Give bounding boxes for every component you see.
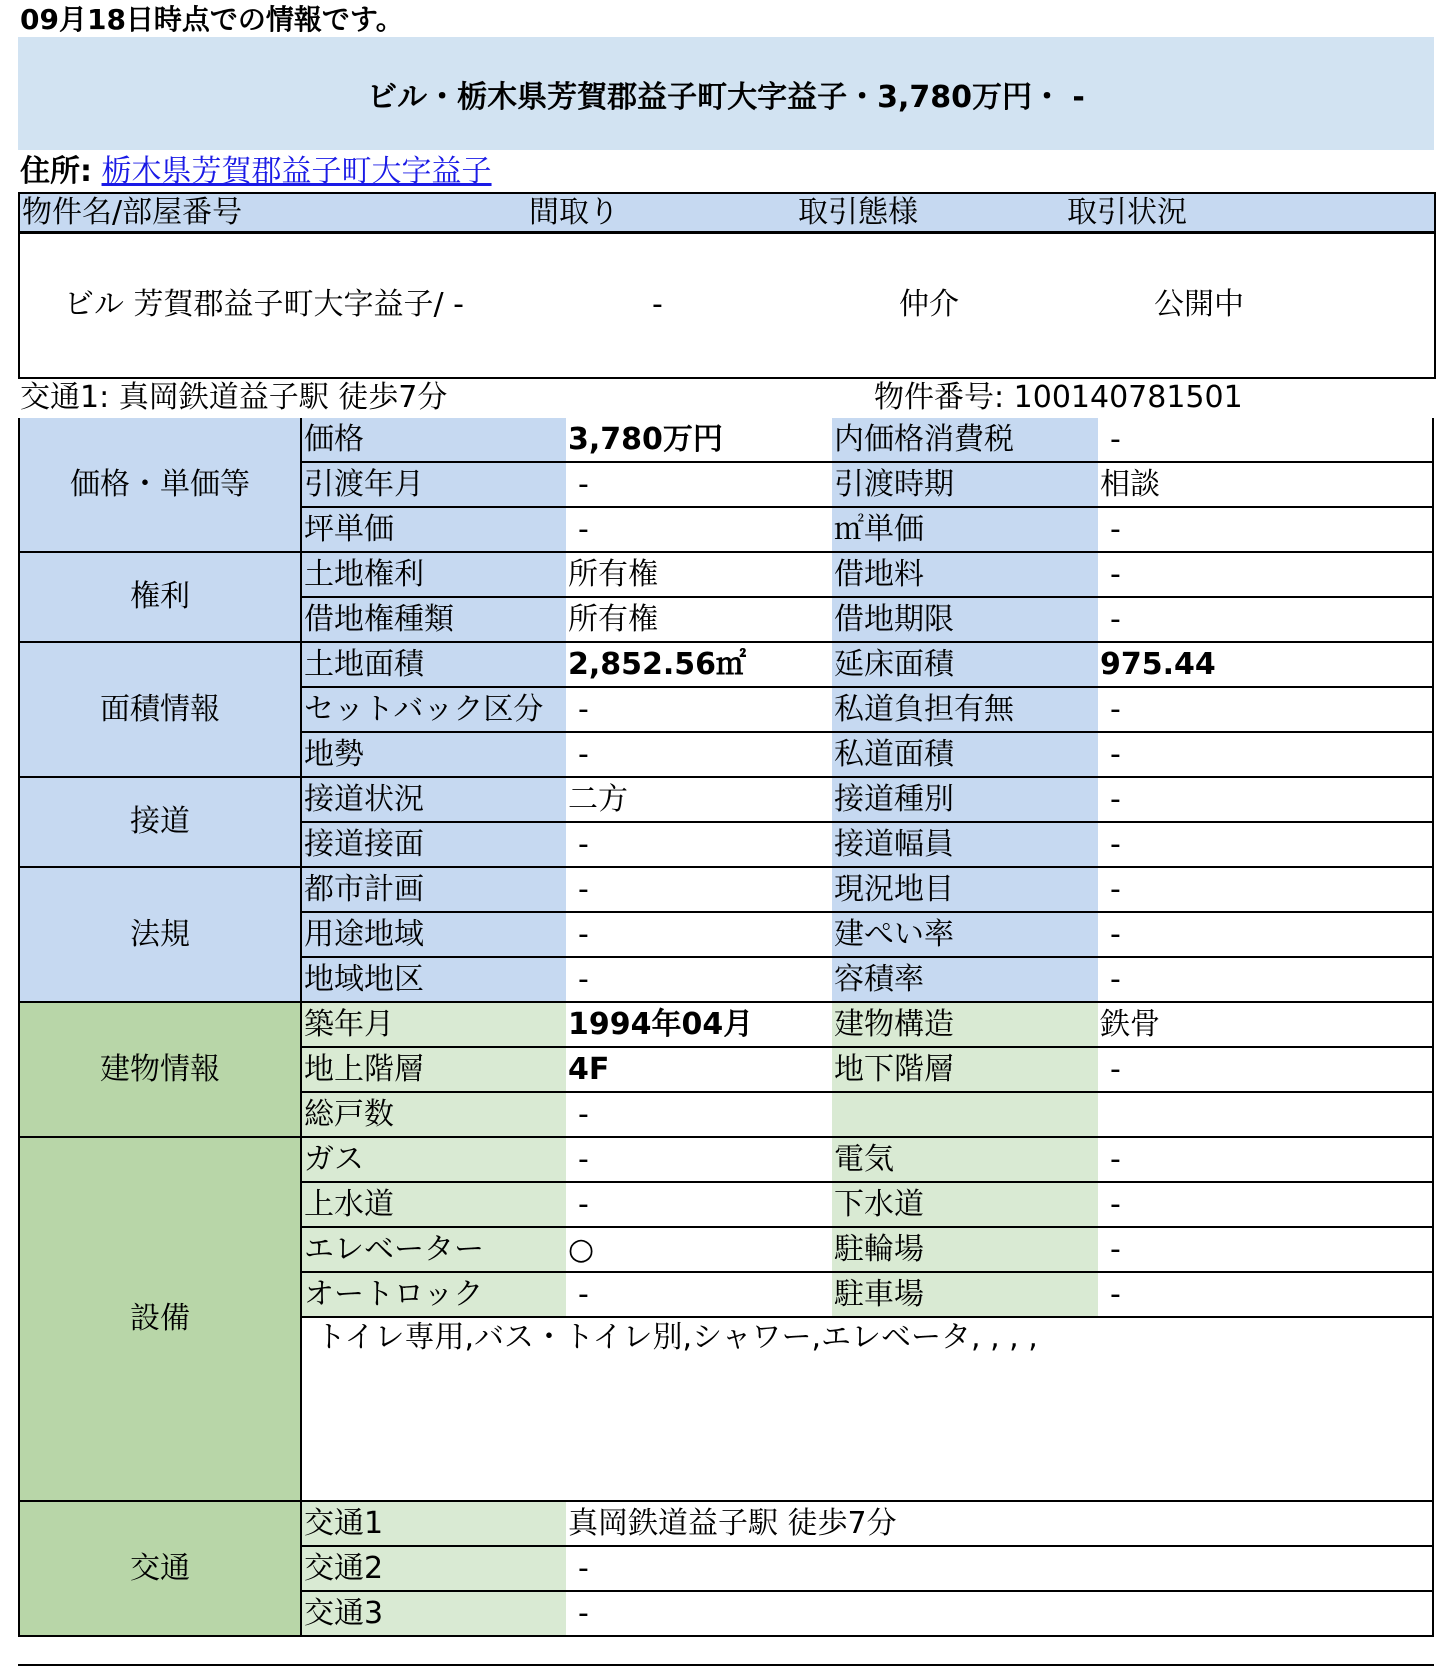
spec-value: - [1098,912,1433,957]
spec-label: 容積率 [832,957,1098,1002]
spec-value: - [566,507,832,552]
spec-label: 借地権種類 [301,597,566,642]
table-row [19,777,1433,822]
table-row [19,1002,1433,1047]
spec-value: - [1098,507,1433,552]
spec-value: - [566,822,832,867]
spec-value: - [566,1546,1433,1591]
spec-value: - [566,1272,832,1317]
section-building-title: 建物情報 [19,1002,301,1137]
spec-label: 延床面積 [832,642,1098,687]
spec-value: 二方 [566,777,832,822]
header-deal-type: 取引態様 [798,195,918,230]
spec-label [832,1092,1098,1137]
property-id: 物件番号: 100140781501 [874,380,1243,415]
spec-value: - [566,912,832,957]
spec-label: 借地期限 [832,597,1098,642]
header-status: 取引状況 [1067,195,1187,230]
spec-value: - [566,462,832,507]
spec-value: - [566,1182,832,1227]
spec-label: 交通2 [301,1546,566,1591]
spec-label: 地上階層 [301,1047,566,1092]
spec-value: - [566,957,832,1002]
spec-label: 電気 [832,1137,1098,1182]
spec-label: ㎡単価 [832,507,1098,552]
header-name: 物件名/部屋番号 [22,195,243,230]
spec-label: 建物構造 [832,1002,1098,1047]
section-law-title: 法規 [19,867,301,1002]
address-row [20,153,492,191]
property-summary [18,231,1436,379]
spec-label: 土地面積 [301,642,566,687]
spec-label: 交通3 [301,1591,566,1636]
header-layout: 間取り [529,195,619,230]
spec-label: ガス [301,1137,566,1182]
property-name: ビル 芳賀郡益子町大字益子/ - [64,287,465,322]
address-link[interactable]: 栃木県芳賀郡益子町大字益子 [101,154,492,189]
access-summary: 交通1: 真岡鉄道益子駅 徒歩7分 [20,380,448,415]
table-row [19,1137,1433,1182]
section-rights-title: 権利 [19,552,301,642]
spec-value: - [1098,822,1433,867]
as-of-date: 09月18日時点での情報です。 [20,3,404,36]
section-area-title: 面積情報 [19,642,301,777]
equipment-notes: トイレ専用,バス・トイレ別,シャワー,エレベータ, , , , [301,1317,1433,1501]
spec-value: 真岡鉄道益子駅 徒歩7分 [566,1501,1433,1546]
spec-label: 引渡年月 [301,462,566,507]
property-header [18,192,1436,234]
spec-label: 引渡時期 [832,462,1098,507]
section-equipment-title: 設備 [19,1137,301,1501]
spec-value: - [566,687,832,732]
spec-label: 交通1 [301,1501,566,1546]
spec-label: 現況地目 [832,867,1098,912]
spec-value: 3,780万円 [566,418,832,462]
spec-value: - [1098,777,1433,822]
table-row [19,867,1433,912]
table-row [19,642,1433,687]
table-row [19,418,1433,462]
spec-label: 駐輪場 [832,1227,1098,1272]
spec-value: 4F [566,1047,832,1092]
banner-title: ビル・栃木県芳賀郡益子町大字益子・3,780万円・ - [367,79,1085,115]
property-deal-type: 仲介 [899,287,959,322]
spec-label: 価格 [301,418,566,462]
spec-value: - [1098,552,1433,597]
spec-label: 建ぺい率 [832,912,1098,957]
table-row [19,1501,1433,1546]
property-status: 公開中 [1154,287,1244,322]
spec-label: 土地権利 [301,552,566,597]
section-transport-title: 交通 [19,1501,301,1636]
spec-label: 地下階層 [832,1047,1098,1092]
spec-value: - [1098,1272,1433,1317]
spec-value: - [566,732,832,777]
spec-value: - [1098,1182,1433,1227]
spec-label: 駐車場 [832,1272,1098,1317]
spec-value: 2,852.56㎡ [566,642,832,687]
address-label: 住所: [20,154,92,189]
spec-label: 都市計画 [301,867,566,912]
spec-value [1098,1092,1433,1137]
spec-value: - [1098,957,1433,1002]
spec-value: 1994年04月 [566,1002,832,1047]
spec-label: エレベーター [301,1227,566,1272]
spec-label: オートロック [301,1272,566,1317]
spec-label: 坪単価 [301,507,566,552]
spec-label: 総戸数 [301,1092,566,1137]
spec-value: - [1098,418,1433,462]
section-price-title: 価格・単価等 [19,418,301,552]
spec-label: セットバック区分 [301,687,566,732]
spec-value: - [1098,867,1433,912]
spec-value: - [1098,732,1433,777]
spec-value: - [1098,597,1433,642]
spec-label: 私道負担有無 [832,687,1098,732]
spec-value: ○ [566,1227,832,1272]
bottom-divider [18,1664,1434,1666]
section-road-title: 接道 [19,777,301,867]
spec-value: - [566,867,832,912]
table-row [19,552,1433,597]
spec-value: 相談 [1098,462,1433,507]
spec-label: 下水道 [832,1182,1098,1227]
spec-value: 所有権 [566,597,832,642]
spec-label: 地勢 [301,732,566,777]
spec-value: - [566,1137,832,1182]
spec-label: 接道接面 [301,822,566,867]
spec-label: 築年月 [301,1002,566,1047]
spec-label: 用途地域 [301,912,566,957]
spec-label: 私道面積 [832,732,1098,777]
spec-value: - [566,1591,1433,1636]
spec-value: 所有権 [566,552,832,597]
spec-label: 地域地区 [301,957,566,1002]
spec-label: 接道種別 [832,777,1098,822]
spec-value: - [1098,1047,1433,1092]
spec-value: - [1098,1137,1433,1182]
spec-value: 975.44 [1098,642,1433,687]
listing-banner [18,37,1434,150]
spec-value: - [566,1092,832,1137]
spec-label: 内価格消費税 [832,418,1098,462]
spec-value: - [1098,687,1433,732]
spec-label: 借地料 [832,552,1098,597]
spec-table [18,418,1434,1637]
spec-value: 鉄骨 [1098,1002,1433,1047]
spec-label: 上水道 [301,1182,566,1227]
property-layout: - [652,287,663,322]
spec-label: 接道状況 [301,777,566,822]
spec-label: 接道幅員 [832,822,1098,867]
spec-value: - [1098,1227,1433,1272]
